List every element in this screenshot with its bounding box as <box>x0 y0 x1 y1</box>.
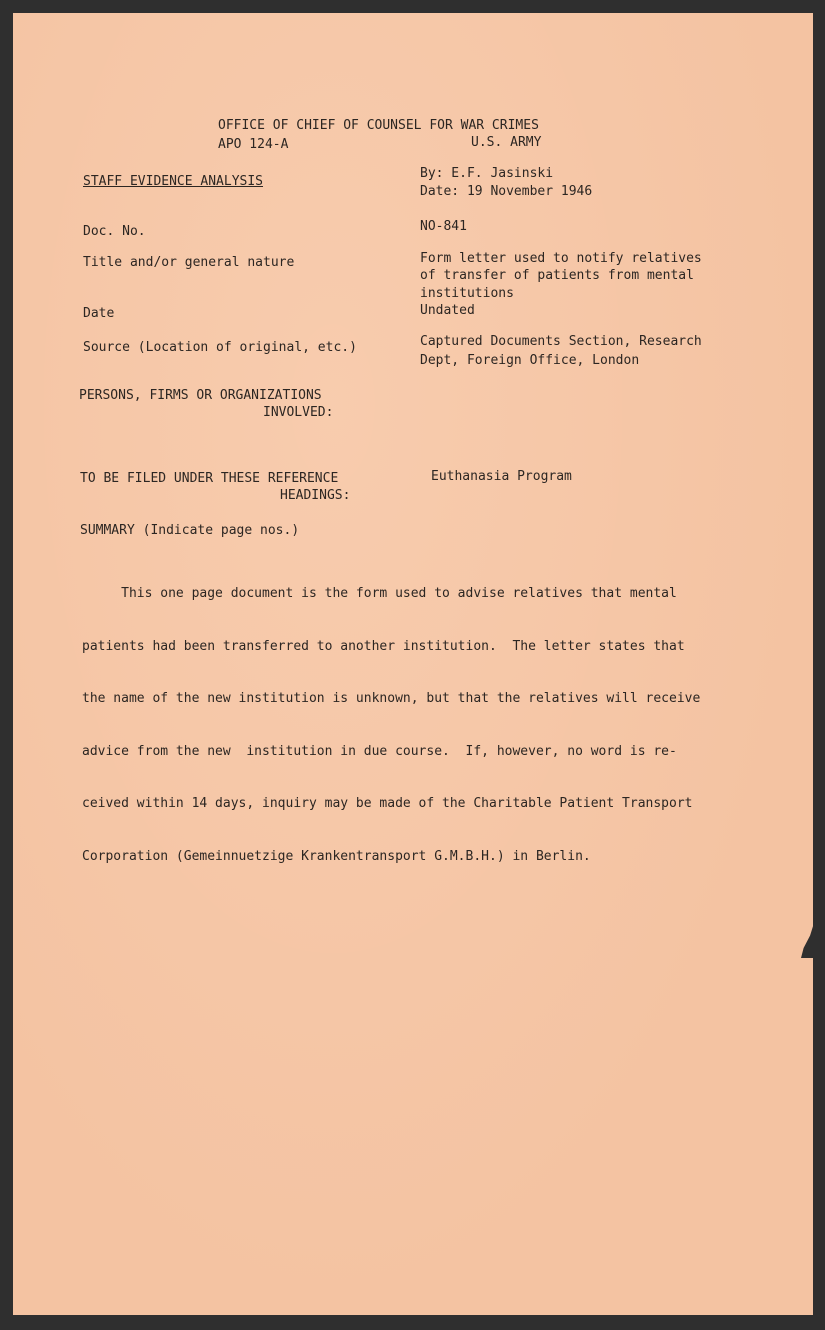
filed-label-line2: HEADINGS: <box>280 488 351 503</box>
analysis-title: STAFF EVIDENCE ANALYSIS <box>83 174 264 189</box>
summary-line: ceived within 14 days, inquiry may be made of the Charitable Patient Transport <box>82 796 693 811</box>
filed-value: Euthanasia Program <box>431 469 572 484</box>
army-heading: U.S. ARMY <box>471 135 542 150</box>
summary-line: Corporation (Gemeinnuetzige Krankentransport G.M.B.H.) in Berlin. <box>82 848 591 864</box>
persons-label-line1: PERSONS, FIRMS OR ORGANIZATIONS <box>79 388 322 403</box>
summary-line: advice from the new institution in due course. If, however, no word is re- <box>82 743 677 759</box>
persons-label-line2: INVOLVED: <box>263 405 334 420</box>
torn-edge <box>801 908 825 958</box>
date-label: Date <box>83 306 115 321</box>
summary-line: patients had been transferred to another institution. The letter states that <box>82 638 685 654</box>
analyst-name: By: E.F. Jasinski <box>420 166 554 181</box>
summary-line: This one page document is the form used to advise relatives that mental <box>82 586 677 601</box>
filed-label-line1: TO BE FILED UNDER THESE REFERENCE <box>80 471 339 486</box>
summary-body <box>82 550 782 900</box>
title-value-line1: Form letter used to notify relatives <box>420 251 702 266</box>
summary-label: SUMMARY (Indicate page nos.) <box>80 523 300 538</box>
analysis-date: Date: 19 November 1946 <box>420 184 593 199</box>
title-value-line2: of transfer of patients from mental <box>420 268 694 283</box>
title-value-line3: institutions <box>420 286 514 301</box>
summary-line: the name of the new institution is unknown, but that the relatives will receive <box>82 691 701 706</box>
source-value-line1: Captured Documents Section, Research <box>420 334 702 349</box>
source-label: Source (Location of original, etc.) <box>83 340 357 355</box>
title-label: Title and/or general nature <box>83 255 295 270</box>
source-value-line2: Dept, Foreign Office, London <box>420 353 640 368</box>
apo-number: APO 124-A <box>218 137 289 152</box>
doc-no-label: Doc. No. <box>83 224 146 239</box>
office-heading: OFFICE OF CHIEF OF COUNSEL FOR WAR CRIMES <box>218 118 539 133</box>
date-value: Undated <box>420 303 475 318</box>
doc-no-value: NO-841 <box>420 219 467 234</box>
document-page <box>13 13 813 1315</box>
